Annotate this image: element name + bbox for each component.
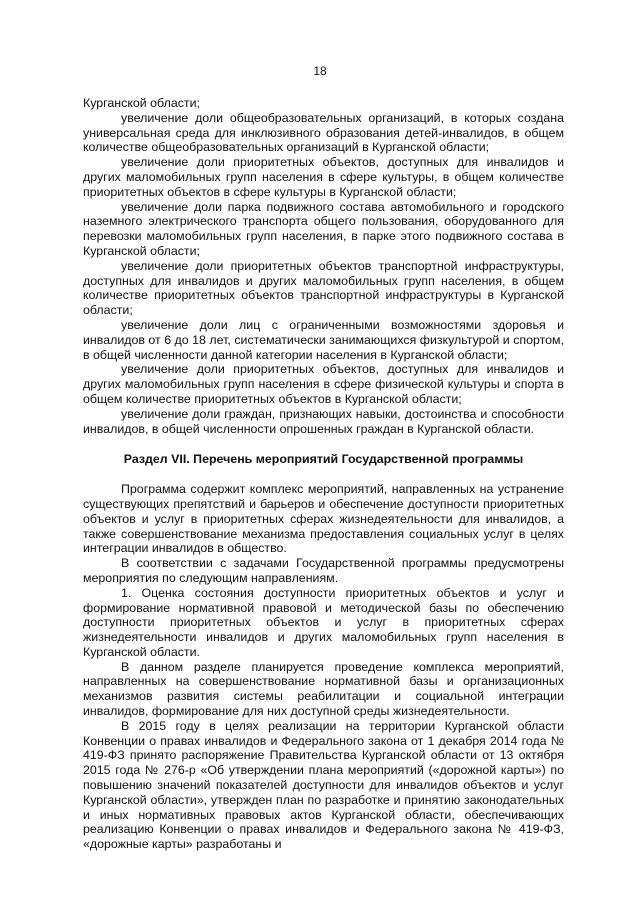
paragraph: В данном разделе планируется проведение комплекса мероприятий, направленных на совершенствование нормативной базы и организационных механизмов развития системы реабилитации и социальной интеграции инвалидов, формирование для них доступной среды жизнедеятельности. <box>83 659 564 719</box>
paragraph: В соответствии с задачами Государственной программы предусмотрены мероприятия по следующим направлениям. <box>83 556 564 585</box>
paragraph: Программа содержит комплекс мероприятий, направленных на устранение существующих препятствий и барьеров и обеспечение доступности приоритетных объектов и услуг в приоритетных сферах жизнедеятельности для инвалидов, а также совершенствование механизма предоставления социальных услуг в целях интеграции инвалидов в общество. <box>83 482 564 556</box>
paragraph: увеличение доли приоритетных объектов, доступных для инвалидов и других маломобильных групп населения в сфере физической культуры и спорта в общем количестве приоритетных объектов в Курганской области; <box>83 362 564 406</box>
paragraph: увеличение доли граждан, признающих навыки, достоинства и способности инвалидов, в общей численности опрошенных граждан в Курганской области. <box>83 406 564 436</box>
section-heading: Раздел VII. Перечень мероприятий Государственной программы <box>123 452 524 467</box>
page-number: 18 <box>313 64 327 78</box>
paragraph: 1. Оценка состояния доступности приоритетных объектов и услуг и формирование нормативной правовой и методической базы по обеспечению доступности приоритетных объектов и услуг в приоритетных сферах жизнедеятельности инвалидов и других маломобильных групп населения в Курганской области. <box>83 585 564 659</box>
paragraph: Курганской области; <box>83 96 200 110</box>
paragraph: увеличение доли приоритетных объектов, доступных для инвалидов и других маломобильных групп населения в сфере культуры, в общем количестве приоритетных объектов в сфере культуры в Курганской области; <box>83 155 564 199</box>
paragraph: увеличение доли общеобразовательных организаций, в которых создана универсальная среда для инклюзивного образования детей-инвалидов, в общем количестве общеобразовательных организаций в Курганской области; <box>83 110 564 155</box>
paragraph: В 2015 году в целях реализации на территории Курганской области Конвенции о правах инвалидов и Федерального закона от 1 декабря 2014 года № 419-ФЗ принято распоряжение Правительства Курганской области от 13 октября 2015 года № 276-р «Об утверждении плана мероприятий («дорожной карты») по повышению значений показателей доступности для инвалидов объектов и услуг Курганской области», утвержден план по разработке и принятию законодательных и иных нормативных правовых актов Курганской области, обеспечивающих реализацию Конвенции о правах инвалидов и Федерального закона № 419-ФЗ, «дорожные карты» разработаны и <box>83 718 564 852</box>
document-body <box>83 96 564 852</box>
paragraph: увеличение доли приоритетных объектов транспортной инфраструктуры, доступных для инвалидов и других маломобильных групп населения, в общем количестве приоритетных объектов транспортной инфраструктуры в Курганской области; <box>83 258 564 318</box>
paragraph: увеличение доли лиц с ограниченными возможностями здоровья и инвалидов от 6 до 18 лет, систематически занимающихся физкультурой и спортом, в общей численности данной категории населения в Курганской области; <box>83 317 564 362</box>
paragraph: увеличение доли парка подвижного состава автомобильного и городского наземного электрического транспорта общего пользования, оборудованного для перевозки маломобильных групп населения, в парке этого подвижного состава в Курганской области; <box>83 199 564 258</box>
